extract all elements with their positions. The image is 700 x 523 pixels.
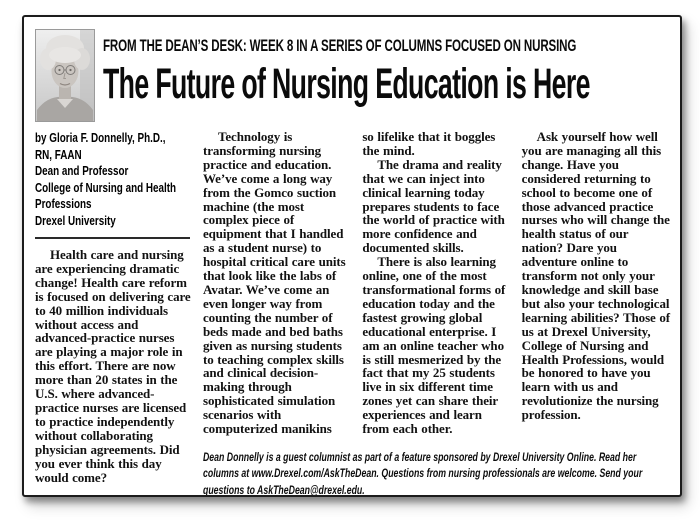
article-column-2 [203,130,351,436]
right-section [203,130,670,497]
article-card [22,15,682,497]
column-1-text [35,248,192,484]
body-paragraph: Health care and nursing are experiencing dramatic change! Health care reform is focused on delivering care to 40 million individuals without access and advanced-practice nurses are playing a major role in this effort. There are now more than 20 states in the U.S. where advanced-practice nurses are licensed to practice independently without collaborating physician agreements. Did you ever think this day would come? [35,247,191,485]
body-paragraph: Technology is transforming nursing practice and education. We’ve come a long way from the Gomco suction machine (the most complex piece of equipment that I handled as a student nurse) to hospital critical care units that look like the labs of Avatar. We’ve come an even longer way from counting the number of beds made and bed baths given as nursing students to teaching complex skills and clinical decision-making through sophisticated simulation scenarios with computerized manikins [203,129,346,437]
sponsor-note-text: Dean Donnelly is a guest columnist as part of a feature sponsored by Drexel University Online. Read her columns at www.Drexel.com/AskTheDean. Questions from nursing professionals are welcome. Send your questions to AskTheDean@drexel.edu. [203,451,643,497]
byline-line: Professions [35,196,92,211]
byline-divider [35,237,190,239]
body-paragraph: The drama and reality that we can inject into clinical learning today prepares students to face the world of practice with more confidence and documented skills. [362,156,505,256]
column-kicker: FROM THE DEAN’S DESK: WEEK 8 IN A SERIES OF COLUMNS FOCUSED ON NURSING [103,36,577,55]
byline-line: RN, FAAN [35,146,82,162]
byline-line: by Gloria F. Donnelly, Ph.D., [35,130,166,145]
article-column-4 [522,130,670,436]
article-column-1 [35,130,192,497]
body-paragraph: Ask yourself how well you are managing all this change. Have you considered returning to school to become one of those advanced practice nurses who will change the health status of our nation? Dare you adventure online to transform not only your knowledge and skill base but also your technological learning abilities? Those of us at Drexel University, College of Nursing and Health Professions, would be honored to have you learn with us and revolutionize the nursing profession. [521,129,670,423]
columns-row [203,130,670,436]
body-paragraph: so lifelike that it boggles the mind. [362,129,496,158]
page-title: The Future of Nursing Education is Here [103,60,590,108]
header-text-block [103,29,670,122]
byline-line: Drexel University [35,212,116,228]
article-header [35,29,670,122]
author-photo-icon [35,29,95,122]
body-paragraph: There is also learning online, one of the most transformational forms of education today and the fastest growing global educational enterprise. I am an online teacher who is still mesmerized by the fact that my 25 students live in six different time zones yet can share their experiences and learn from each other. [362,254,506,437]
sponsor-note [203,450,670,497]
byline-line: College of Nursing and Health [35,179,177,195]
article-column-3 [362,130,510,436]
byline-block [35,130,192,229]
byline-line: Dean and Professor [35,163,129,178]
article-body [35,130,670,497]
